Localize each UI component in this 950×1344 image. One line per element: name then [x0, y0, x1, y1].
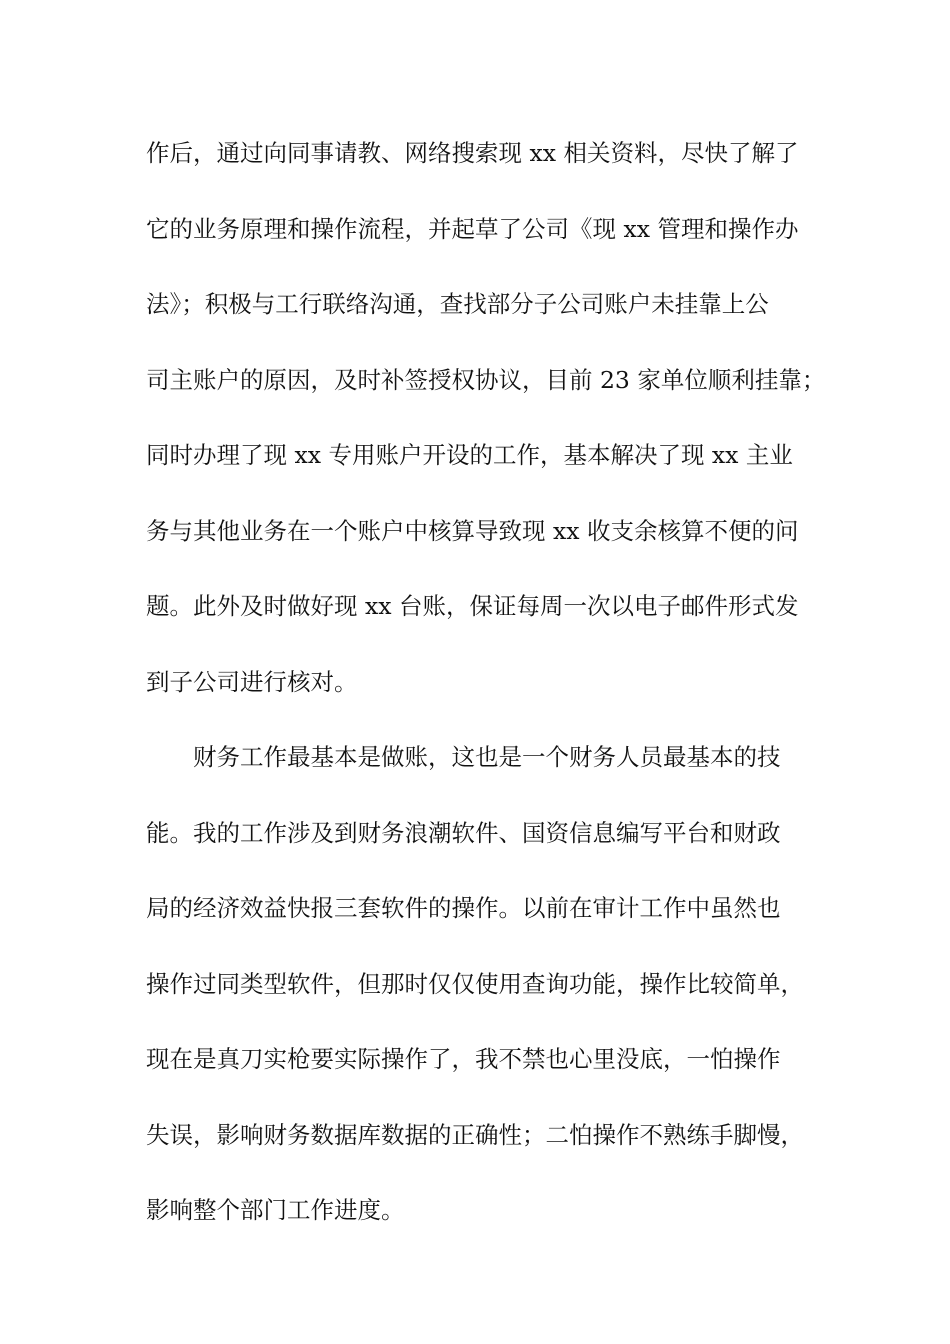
paragraph-line: 影响整个部门工作进度。	[146, 1196, 405, 1224]
paragraph-line: 作后，通过向同事请教、网络搜索现 xx 相关资料，尽快了解了	[146, 139, 799, 167]
paragraph-line: 务与其他业务在一个账户中核算导致现 xx 收支余核算不便的问	[146, 516, 799, 545]
paragraph-line: 操作过同类型软件，但那时仅仅使用查询功能，操作比较简单，	[146, 969, 804, 998]
paragraph-line: 到子公司进行核对。	[146, 667, 358, 696]
paragraph-line: 题。此外及时做好现 xx 台账，保证每周一次以电子邮件形式发	[146, 592, 799, 620]
paragraph-2	[146, 733, 836, 1262]
paragraph-line: 财务工作最基本是做账，这也是一个财务人员最基本的技	[193, 743, 781, 771]
paragraph-line: 局的经济效益快报三套软件的操作。以前在审计工作中虽然也	[146, 894, 781, 922]
paragraph-line: 它的业务原理和操作流程，并起草了公司《现 xx 管理和操作办	[146, 214, 799, 243]
paragraph-1	[146, 129, 836, 733]
paragraph-line: 现在是真刀实枪要实际操作了，我不禁也心里没底，一怕操作	[146, 1045, 781, 1073]
paragraph-line: 法》；积极与工行联络沟通，查找部分子公司账户未挂靠上公	[146, 290, 769, 318]
paragraph-line: 失误，影响财务数据库数据的正确性；二怕操作不熟练手脚慢，	[146, 1120, 804, 1149]
paragraph-line: 司主账户的原因，及时补签授权协议，目前 23 家单位顺利挂靠；	[146, 365, 826, 394]
paragraph-line: 能。我的工作涉及到财务浪潮软件、国资信息编写平台和财政	[146, 818, 781, 847]
paragraph-line: 同时办理了现 xx 专用账户开设的工作，基本解决了现 xx 主业	[146, 441, 793, 469]
body-text	[146, 129, 836, 1262]
